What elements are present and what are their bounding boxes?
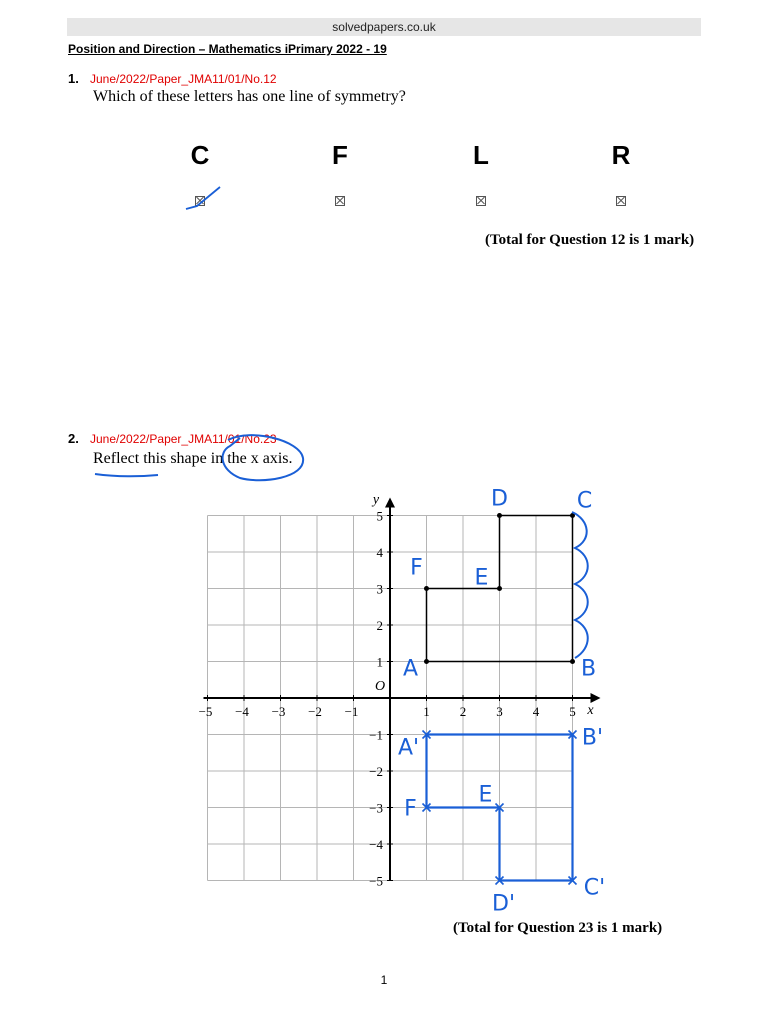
question-2-reference: June/2022/Paper_JMA11/01/No.23	[90, 432, 277, 446]
x-tick-label: 1	[423, 704, 430, 719]
reflected-vertex-label: D'	[492, 891, 515, 917]
reflected-vertex-label: B'	[581, 725, 604, 751]
option-letter-c: C	[190, 140, 210, 170]
question-1-prompt: Which of these letters has one line of symmetry?	[93, 88, 406, 105]
original-vertex-point	[497, 513, 502, 518]
original-vertex-point	[424, 659, 429, 664]
reflected-vertex-label: C'	[583, 875, 606, 901]
original-vertex-label: C	[576, 488, 593, 514]
x-tick-label: −3	[271, 704, 286, 719]
x-tick-label: −2	[308, 704, 322, 719]
original-vertex-label: D	[491, 486, 508, 512]
vertex-labels	[398, 487, 605, 917]
y-tick-label: 4	[376, 545, 383, 560]
x-tick-label: −5	[198, 704, 213, 719]
answer-tick-mark	[186, 187, 220, 209]
y-axis-arrow	[385, 498, 395, 508]
option-letter-l: L	[473, 140, 489, 170]
x-tick-label: 4	[532, 704, 540, 719]
origin-label: O	[374, 679, 386, 694]
y-tick-label: 2	[376, 618, 383, 633]
x-tick-label: 5	[569, 704, 576, 719]
y-tick-label: −5	[369, 873, 383, 889]
original-vertex-point	[424, 586, 429, 591]
question-1-total: (Total for Question 12 is 1 mark)	[485, 232, 695, 248]
underline-annotation	[95, 474, 158, 476]
x-axis-arrow	[591, 693, 601, 703]
y-tick-label: −3	[369, 800, 383, 816]
question-1-reference: June/2022/Paper_JMA11/01/No.12	[90, 72, 277, 86]
question-2-number: 2.	[68, 431, 79, 446]
y-axis-label: y	[372, 492, 380, 508]
option-letter-f: F	[332, 140, 348, 170]
y-tick-label: −2	[369, 764, 383, 779]
reflected-vertex-label: E	[478, 782, 493, 808]
document-title: Position and Direction – Mathematics iPrimary 2022 - 19	[68, 42, 387, 56]
site-banner: solvedpapers.co.uk	[67, 18, 701, 36]
circle-annotation	[223, 435, 304, 480]
y-tick-label: −1	[369, 727, 383, 743]
reflected-vertex-label: A'	[397, 735, 420, 761]
y-tick-label: −4	[369, 837, 383, 852]
reflected-vertex-label: F	[404, 796, 417, 822]
original-vertex-label: B	[580, 656, 597, 682]
x-tick-label: 2	[459, 704, 467, 719]
original-vertex-label: E	[474, 565, 489, 591]
y-tick-label: 1	[376, 654, 383, 670]
page-number: 1	[380, 973, 388, 987]
side-annotation	[572, 512, 588, 658]
question-2-prompt: Reflect this shape in the x axis.	[93, 450, 293, 467]
question-2-total: (Total for Question 23 is 1 mark)	[453, 920, 663, 936]
axes	[204, 498, 604, 881]
original-vertex-point	[497, 586, 502, 591]
original-vertex-point	[570, 659, 575, 664]
original-vertex-label: A	[402, 656, 419, 682]
option-letter-r: R	[611, 140, 631, 170]
y-tick-label: 5	[376, 508, 383, 524]
y-tick-label: 3	[376, 581, 383, 597]
x-tick-label: −1	[344, 704, 359, 719]
x-tick-label: −4	[235, 704, 249, 719]
x-tick-label: 3	[496, 704, 503, 719]
original-vertex-label: F	[410, 555, 423, 581]
question-1-number: 1.	[68, 71, 79, 86]
x-axis-label: x	[587, 703, 594, 718]
